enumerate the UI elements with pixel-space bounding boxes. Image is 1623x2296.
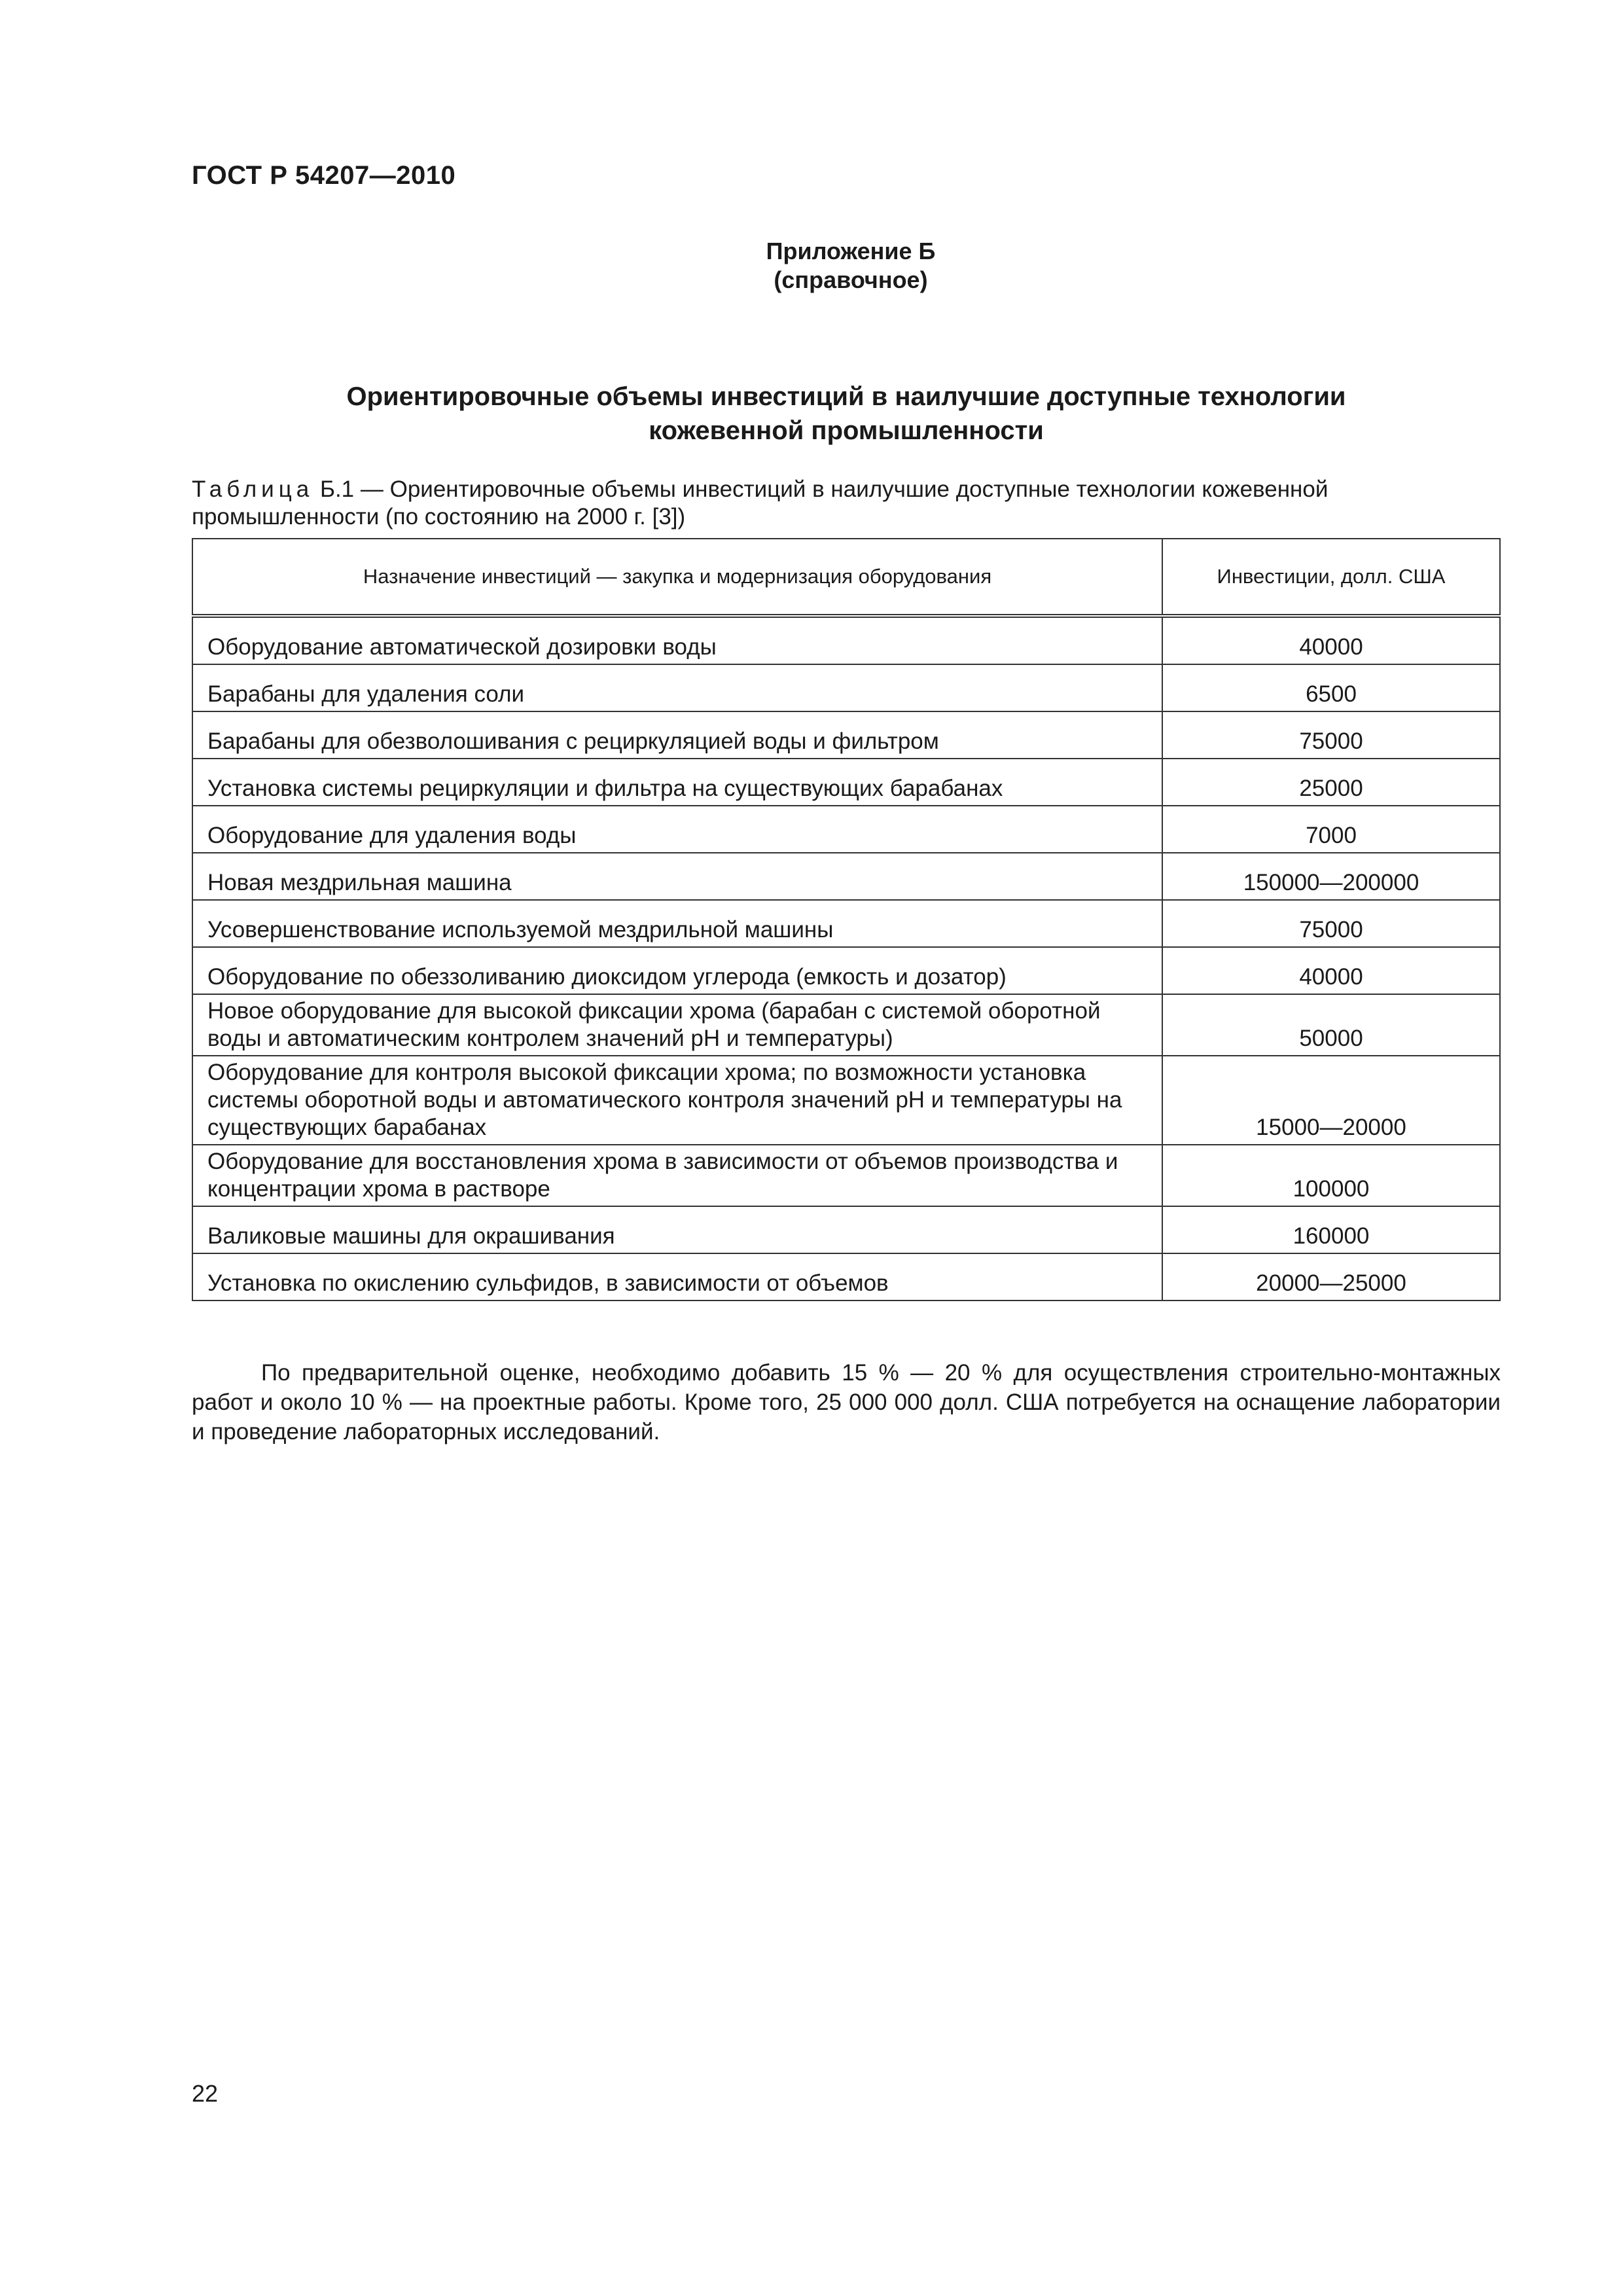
cell-investment: 7000 [1162, 806, 1500, 853]
note-text: По предварительной оценке, необходимо добавить 15 % — 20 % для осуществления строительно-монтажных работ и около 10 % — на проектные работы. Кроме того, 25 000 000 долл. США потребуется на оснащение лаборатории и проведение лабораторных исследований. [192, 1360, 1501, 1444]
cell-investment: 75000 [1162, 711, 1500, 759]
document-title-line-1: Ориентировочные объемы инвестиций в наилучшие доступные технологии [346, 382, 1346, 411]
cell-purpose: Усовершенствование используемой мездрильной машины [192, 900, 1162, 947]
cell-purpose: Новое оборудование для высокой фиксации хрома (барабан с системой оборотной воды и автоматическим контролем значений pH и температуры) [192, 994, 1162, 1056]
table-row [192, 1145, 1500, 1206]
document-code: ГОСТ Р 54207—2010 [192, 161, 456, 190]
cell-purpose: Оборудование для удаления воды [192, 806, 1162, 853]
cell-investment: 25000 [1162, 759, 1500, 806]
cell-purpose: Установка системы рециркуляции и фильтра на существующих барабанах [192, 759, 1162, 806]
cell-investment: 50000 [1162, 994, 1500, 1056]
investment-table [192, 538, 1501, 1301]
table-row [192, 711, 1500, 759]
cell-investment: 6500 [1162, 664, 1500, 711]
cell-investment: 40000 [1162, 947, 1500, 994]
cell-purpose: Валиковые машины для окрашивания [192, 1206, 1162, 1253]
table-caption [192, 476, 1501, 531]
table-row [192, 1253, 1500, 1300]
cell-purpose: Оборудование для контроля высокой фиксации хрома; по возможности установка системы оборотной воды и автоматического контроля значений pH и температуры на существующих барабанах [192, 1056, 1162, 1145]
table-header-row [192, 539, 1500, 616]
cell-purpose: Оборудование по обеззоливанию диоксидом углерода (емкость и дозатор) [192, 947, 1162, 994]
table-row [192, 664, 1500, 711]
table-row [192, 1206, 1500, 1253]
column-header-purpose: Назначение инвестиций — закупка и модернизация оборудования [192, 539, 1162, 616]
table-row [192, 616, 1500, 664]
table-body [192, 616, 1500, 1300]
cell-purpose: Барабаны для обезволошивания с рециркуляцией воды и фильтром [192, 711, 1162, 759]
cell-purpose: Барабаны для удаления соли [192, 664, 1162, 711]
document-title-line-2: кожевенной промышленности [649, 416, 1044, 445]
table-caption-label: Таблица [192, 476, 314, 502]
appendix-type: (справочное) [774, 266, 928, 293]
table-row [192, 947, 1500, 994]
note-paragraph [192, 1358, 1501, 1446]
page-number: 22 [192, 2080, 219, 2107]
table-row [192, 1056, 1500, 1145]
cell-purpose: Новая мездрильная машина [192, 853, 1162, 900]
table-row [192, 853, 1500, 900]
table-caption-number: Б.1 [319, 476, 355, 502]
cell-investment: 150000—200000 [1162, 853, 1500, 900]
table-row [192, 900, 1500, 947]
cell-purpose: Установка по окислению сульфидов, в зависимости от объемов [192, 1253, 1162, 1300]
cell-investment: 75000 [1162, 900, 1500, 947]
table-caption-text: — Ориентировочные объемы инвестиций в наилучшие доступные технологии кожевенной промышленности (по состоянию на 2000 г. [3]) [192, 476, 1329, 529]
table-row [192, 994, 1500, 1056]
cell-investment: 15000—20000 [1162, 1056, 1500, 1145]
appendix-title: Приложение Б [766, 238, 936, 264]
table-row [192, 759, 1500, 806]
document-title [192, 380, 1501, 448]
column-header-investment: Инвестиции, долл. США [1162, 539, 1500, 616]
cell-investment: 40000 [1162, 616, 1500, 664]
table-row [192, 806, 1500, 853]
appendix-heading [654, 237, 1047, 295]
cell-purpose: Оборудование для восстановления хрома в зависимости от объемов производства и концентрации хрома в растворе [192, 1145, 1162, 1206]
cell-purpose: Оборудование автоматической дозировки воды [192, 616, 1162, 664]
cell-investment: 160000 [1162, 1206, 1500, 1253]
cell-investment: 100000 [1162, 1145, 1500, 1206]
cell-investment: 20000—25000 [1162, 1253, 1500, 1300]
